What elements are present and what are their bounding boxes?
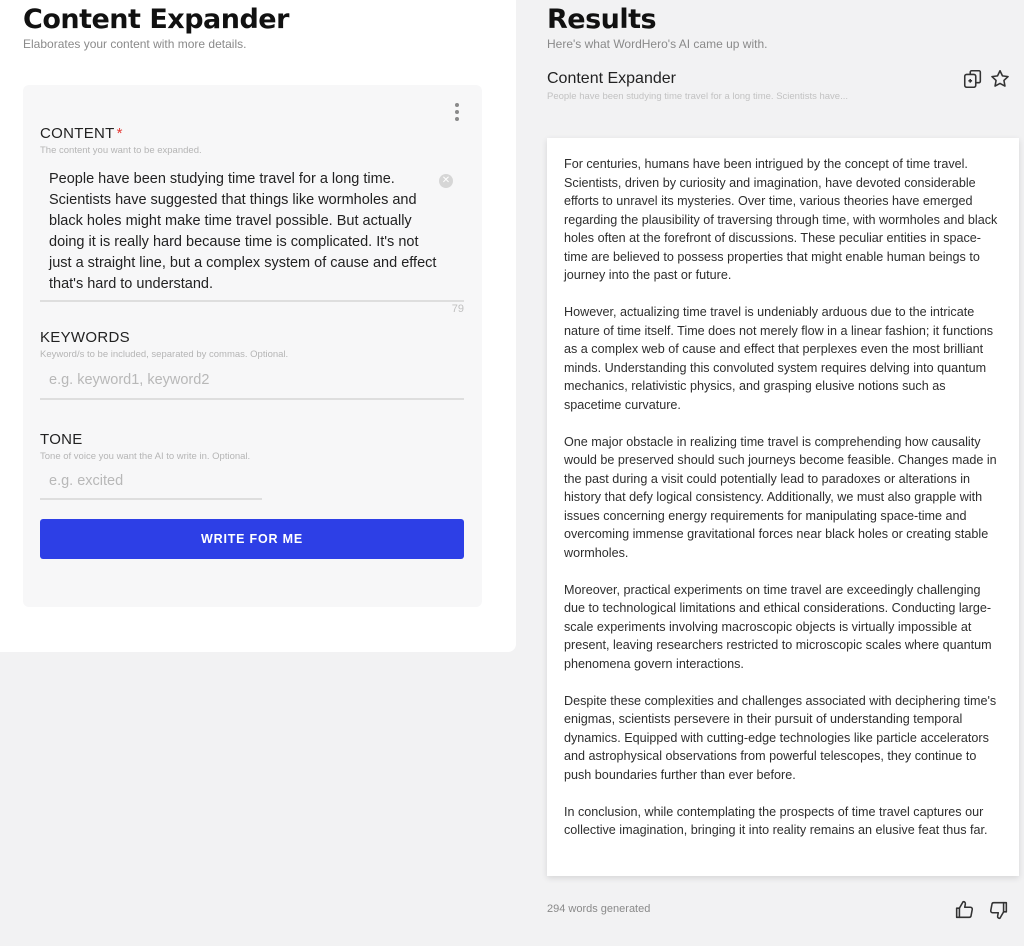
result-paragraph: In conclusion, while contemplating the prospects of time travel captures our collective imagination, bringing it into reality remains an elusive feat thus far. [564,804,988,837]
word-count: 294 words generated [547,903,651,915]
star-icon[interactable] [989,68,1011,90]
results-title: Results [547,4,657,35]
content-underline [40,300,464,302]
result-paragraph: One major obstacle in realizing time travel is comprehending how causality would be preserved should such journeys become feasible. Changes made in the past during a visit could potentially lead to paradoxes or alterations in history that defy logical consistency. Additionally, we must also grapple with issues concerning energy requirements for manipulating space-time and overcoming immense gravitational forces near black holes or creating stable wormholes. [564,434,997,560]
content-help: The content you want to be expanded. [40,145,202,156]
tone-label: TONE [40,431,83,448]
content-textarea[interactable]: People have been studying time travel for a long time. Scientists have suggested that things like wormholes and black holes might make time travel possible. But actually doing it is really hard because time is complicated. It's not just a straight line, but a complex system of cause and effect that's hard to understand. [49,171,437,292]
char-count: 79 [451,303,464,315]
required-marker: * [116,125,123,142]
page-title: Content Expander [23,4,289,35]
result-paragraph: Despite these complexities and challenges associated with deciphering time's enigmas, scientists persevere in their pursuit of understanding temporal dynamics. Equipped with cutting-edge technologies like particle accelerators and astrophysical observations from powerful telescopes, they continue to push boundaries further than ever before. [564,693,997,782]
page-subtitle: Elaborates your content with more details. [23,37,247,51]
keywords-input[interactable] [40,366,464,394]
input-panel [0,0,516,652]
result-name: Content Expander [547,70,676,87]
clear-icon[interactable]: ✕ [439,174,453,188]
keywords-help: Keyword/s to be included, separated by commas. Optional. [40,349,289,360]
content-label-text: CONTENT [40,125,115,142]
result-output-card[interactable] [547,138,1019,876]
result-paragraph: For centuries, humans have been intrigued by the concept of time travel. Scientists, driven by curiosity and imagination, have devoted considerable efforts to unravel its mysteries. Over time, various theories have emerged regarding the plausibility of traversing through time, with wormholes and black holes often at the forefront of discussions. These peculiar entities in space-time are believed to possess properties that might enable human beings to journey into the past or future. [564,157,998,282]
tone-underline [40,498,262,500]
result-paragraph: However, actualizing time travel is undeniably arduous due to the intricate nature of time itself. Time does not merely flow in a linear fashion; it functions as a complex web of cause and effect that perplexes even the most brilliant minds. Understanding this convoluted system requires delving into quantum mechanics, relativistic physics, and grasping elusive notions such as spacetime curvature. [564,305,994,412]
form-card [23,85,482,607]
tone-help: Tone of voice you want the AI to write in. Optional. [40,451,251,462]
write-for-me-button[interactable]: WRITE FOR ME [40,519,464,559]
kebab-menu-icon[interactable] [454,103,460,121]
results-subtitle: Here's what WordHero's AI came up with. [547,37,768,51]
result-paragraph: Moreover, practical experiments on time travel are exceedingly challenging due to technological limitations and ethical considerations. Conducting large-scale experiments involving macroscopic objects is virtually impossible at present, leaving researchers restricted to microscopic scales where quantum phenomena govern interactions. [564,582,992,671]
thumbs-down-icon[interactable] [988,899,1010,921]
copy-icon[interactable] [962,68,984,90]
keywords-underline [40,398,464,400]
keywords-label: KEYWORDS [40,329,130,346]
result-preview: People have been studying time travel for a long time. Scientists have... [547,91,848,102]
tone-input[interactable] [40,467,262,495]
thumbs-up-icon[interactable] [953,899,975,921]
content-label [40,125,123,142]
